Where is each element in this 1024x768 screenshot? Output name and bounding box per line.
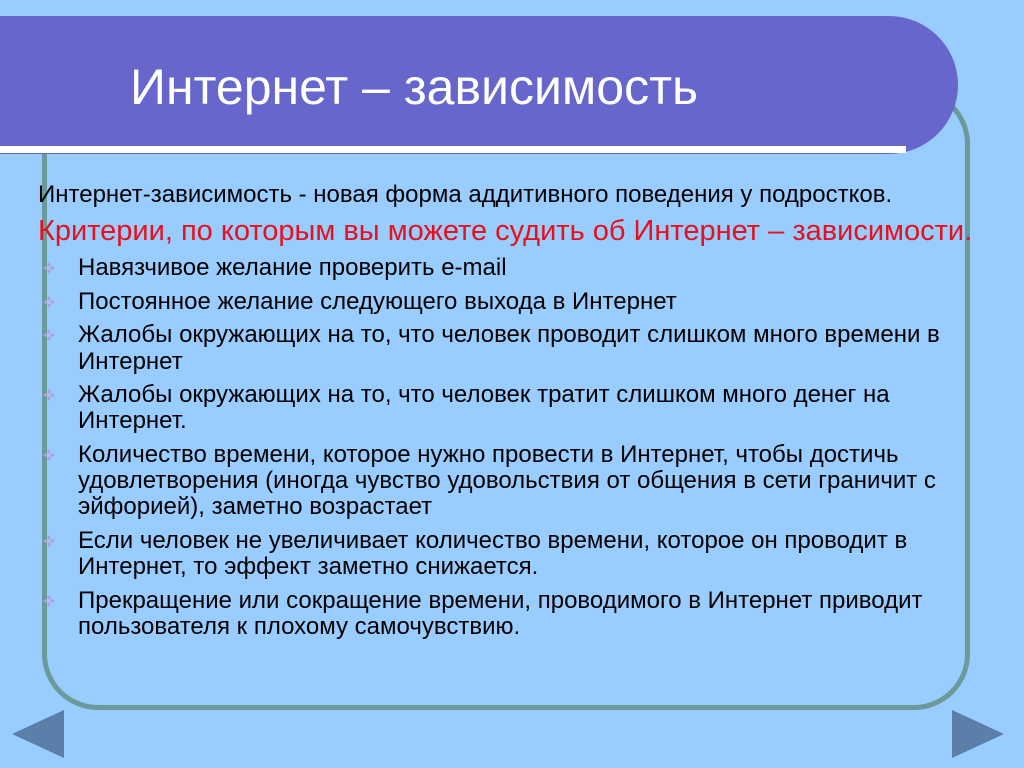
slide-title: Интернет – зависимость bbox=[130, 59, 699, 115]
intro-text: Интернет-зависимость - новая форма аддитивного поведения у подростков. bbox=[38, 181, 893, 208]
title-underline bbox=[0, 146, 906, 153]
list-item bbox=[38, 382, 988, 435]
list-item bbox=[38, 528, 988, 581]
next-slide-button[interactable] bbox=[950, 708, 1006, 760]
list-item-text: Постоянное желание следующего выхода в Интернет bbox=[78, 287, 677, 315]
list-item bbox=[38, 588, 988, 641]
diamond-bullet-icon bbox=[42, 388, 56, 402]
diamond-bullet-icon bbox=[42, 328, 56, 342]
list-item bbox=[38, 255, 988, 281]
diamond-bullet-icon bbox=[42, 448, 56, 462]
criteria-heading: Критерии, по которым вы можете судить об Интернет – зависимости. bbox=[38, 214, 973, 247]
diamond-bullet-icon bbox=[42, 261, 56, 275]
list-item bbox=[38, 289, 988, 315]
arrow-left-icon bbox=[12, 710, 64, 758]
list-item bbox=[38, 322, 988, 375]
title-bar bbox=[0, 16, 958, 154]
diamond-bullet-icon bbox=[42, 295, 56, 309]
list-item bbox=[38, 442, 988, 521]
list-item-text: Жалобы окружающих на то, что человек проводит слишком много времени в Интернет bbox=[78, 321, 940, 375]
list-item-text: Жалобы окружающих на то, что человек тратит слишком много денег на Интернет. bbox=[78, 380, 890, 435]
bullet-list bbox=[38, 255, 988, 640]
slide-body bbox=[38, 182, 988, 647]
diamond-bullet-icon bbox=[42, 594, 56, 608]
list-item-text: Прекращение или сокращение времени, проводимого в Интернет приводит пользователя к плохому самочувствию. bbox=[78, 586, 923, 641]
diamond-bullet-icon bbox=[42, 534, 56, 548]
list-item-text: Если человек не увеличивает количество времени, которое он проводит в Интернет, то эффект заметно снижается. bbox=[78, 526, 908, 581]
list-item-text: Навязчивое желание проверить e-mail bbox=[78, 254, 507, 282]
arrow-right-icon bbox=[952, 710, 1004, 758]
list-item-text: Количество времени, которое нужно провести в Интернет, чтобы достичь удовлетворения (иногда чувство удовольствия от общения в сети граничит с эйфорией), заметно возрастает bbox=[78, 440, 936, 521]
prev-slide-button[interactable] bbox=[10, 708, 66, 760]
